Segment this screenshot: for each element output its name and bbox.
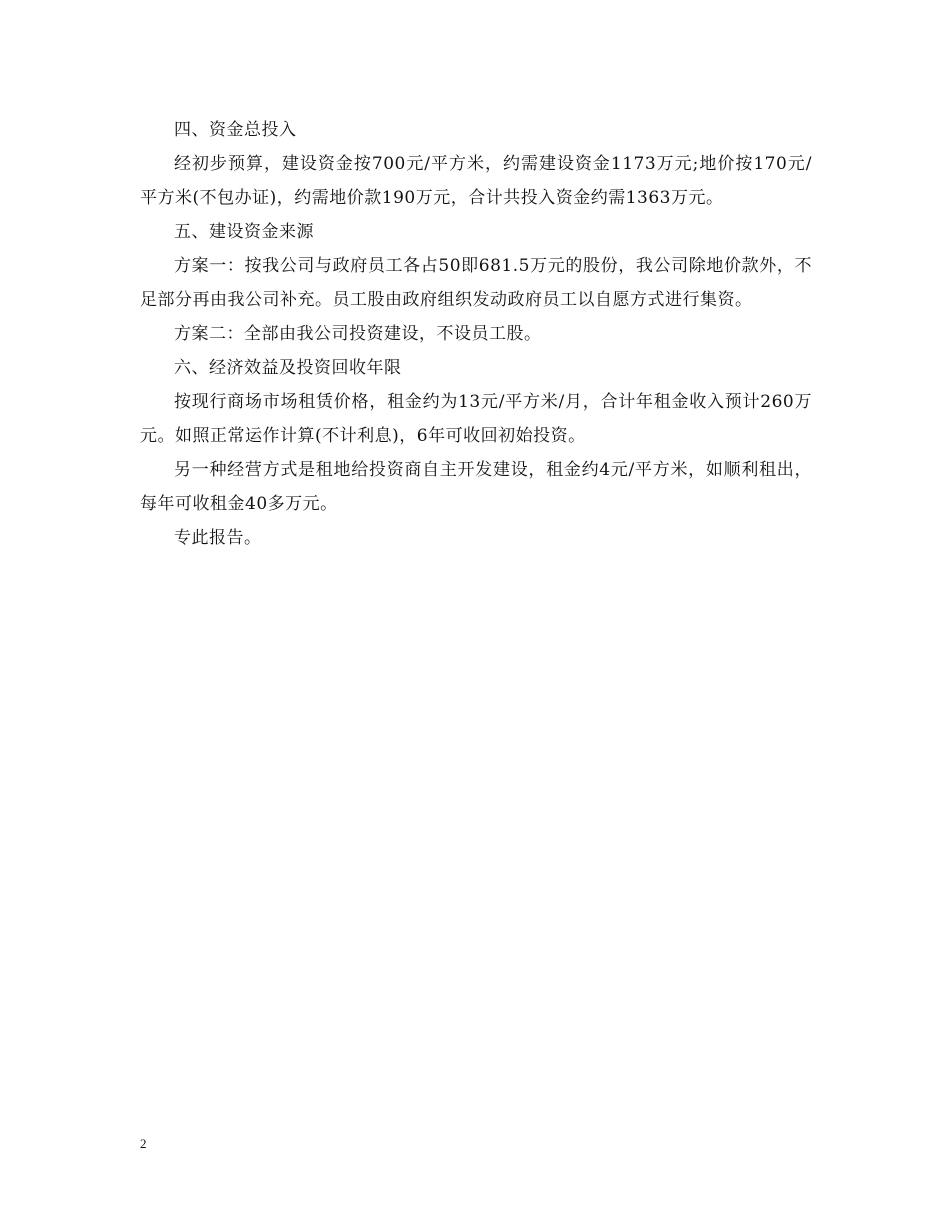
paragraph-rental-income: 按现行商场市场租赁价格，租金约为13元/平方米/月，合计年租金收入预计260万元。如照正常运作计算(不计利息)，6年可收回初始投资。 xyxy=(140,392,812,446)
section-heading-economic-benefit: 六、经济效益及投资回收年限 xyxy=(174,358,402,378)
paragraph-plan-two: 方案二：全部由我公司投资建设，不设员工股。 xyxy=(174,324,542,344)
document-body xyxy=(140,113,812,555)
closing-remark: 专此报告。 xyxy=(174,528,262,548)
paragraph-alternative-operation: 另一种经营方式是租地给投资商自主开发建设，租金约4元/平方米，如顺利租出，每年可收租金40多万元。 xyxy=(140,460,812,514)
section-heading-total-investment: 四、资金总投入 xyxy=(174,120,297,140)
paragraph-budget: 经初步预算，建设资金按700元/平方米，约需建设资金1173万元;地价按170元/平方米(不包办证)，约需地价款190万元，合计共投入资金约需1363万元。 xyxy=(140,154,812,208)
page-number: 2 xyxy=(140,1136,147,1151)
paragraph-plan-one: 方案一：按我公司与政府员工各占50即681.5万元的股份，我公司除地价款外，不足部分再由我公司补充。员工股由政府组织发动政府员工以自愿方式进行集资。 xyxy=(140,256,812,310)
section-heading-funding-source: 五、建设资金来源 xyxy=(174,222,314,242)
